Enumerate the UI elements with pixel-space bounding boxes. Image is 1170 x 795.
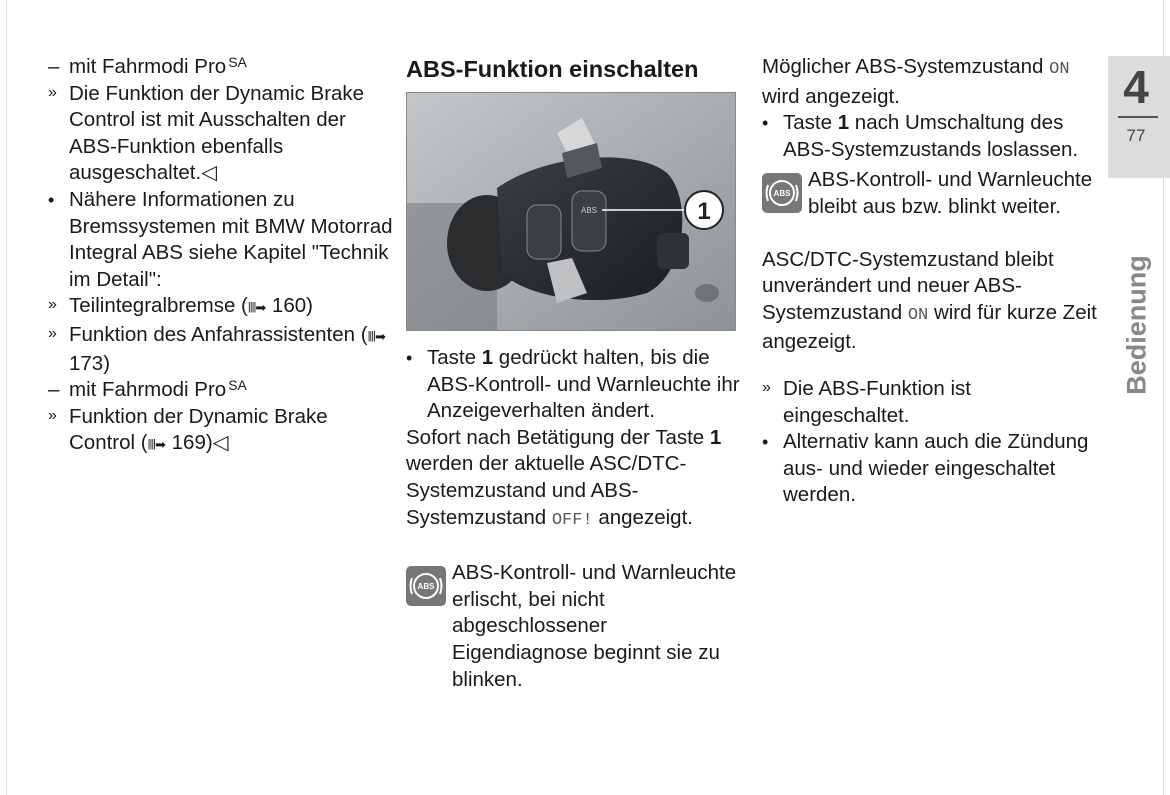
abs-warning-note: ABS ABS-Kontroll- und Warnleuchte bleibt aus bzw. blinkt weiter. — [762, 167, 1102, 220]
paragraph: ASC/DTC-Systemzustand bleibt unverändert und neuer ABS-Systemzustand ON wird für kurze Zeit angezeigt. — [762, 247, 1097, 354]
callout-1: 1 — [697, 198, 711, 225]
svg-text:ABS: ABS — [580, 206, 598, 215]
page-ref-icon: |||| — [367, 329, 375, 342]
list-item: – mit Fahrmodi Pro $^{SA}$ — [48, 54, 247, 78]
list-item: • Taste 1 gedrückt halten, bis die ABS-Kontroll- und Warnleuchte ihr Anzeigeverhalten ändert. — [406, 346, 740, 423]
abs-warning-light-icon — [406, 566, 446, 606]
list-item: » Die Funktion der Dynamic Brake Control ist mit Ausschalten der ABS-Funktion ebenfalls ausgeschaltet.◁ — [48, 81, 365, 185]
page-ref-icon: |||| — [147, 438, 156, 451]
cross-reference[interactable]: » Funktion des Anfahrassistenten (||||➡ 173) — [48, 322, 386, 375]
abs-warning-light-icon — [762, 173, 802, 213]
column-right — [762, 54, 1102, 509]
section-label: Bedienung — [1121, 255, 1152, 395]
list-item: • Alternativ kann auch die Zündung aus- und wieder eingeschaltet werden. — [762, 430, 1089, 507]
svg-text:ABS: ABS — [417, 582, 435, 592]
paragraph: Sofort nach Betätigung der Taste 1 werden der aktuelle ASC/DTC-Systemzustand und ABS-Systemzustand OFF! angezeigt. — [406, 425, 722, 530]
column-middle — [406, 54, 741, 693]
section-heading: ABS-Funktion einschalten — [406, 56, 699, 82]
abs-warning-note: ABS ABS-Kontroll- und Warnleuchte erlischt, bei nicht abgeschlossener Eigendiagnose beginnt sie zu blinken. — [406, 560, 741, 693]
list-item: » Die ABS-Funktion ist eingeschaltet. — [762, 376, 971, 427]
divider — [1118, 116, 1158, 118]
page-number: 77 — [1126, 126, 1146, 145]
handlebar-switch-illustration — [407, 93, 735, 330]
cross-reference[interactable]: » Teilintegralbremse (||||➡ 160) — [48, 294, 313, 318]
page-ref-icon: |||| — [247, 301, 256, 314]
cross-reference[interactable]: » Funktion der Dynamic Brake Control (||||➡ 169)◁ — [48, 404, 328, 455]
list-item: • Nähere Informationen zu Bremssystemen mit BMW Motorrad Integral ABS siehe Kapitel "Technik im Detail": — [48, 187, 393, 291]
handlebar-switch-figure — [406, 92, 736, 331]
list-item: – mit Fahrmodi Pro $^{SA}$ — [48, 377, 247, 402]
paragraph: Möglicher ABS-Systemzustand ON wird angezeigt. — [762, 55, 1070, 108]
list-item: • Taste 1 nach Umschaltung des ABS-Systemzustands loslassen. — [762, 111, 1079, 161]
chapter-number: 4 — [1123, 61, 1149, 113]
svg-text:ABS: ABS — [773, 189, 791, 199]
column-left — [48, 54, 393, 459]
